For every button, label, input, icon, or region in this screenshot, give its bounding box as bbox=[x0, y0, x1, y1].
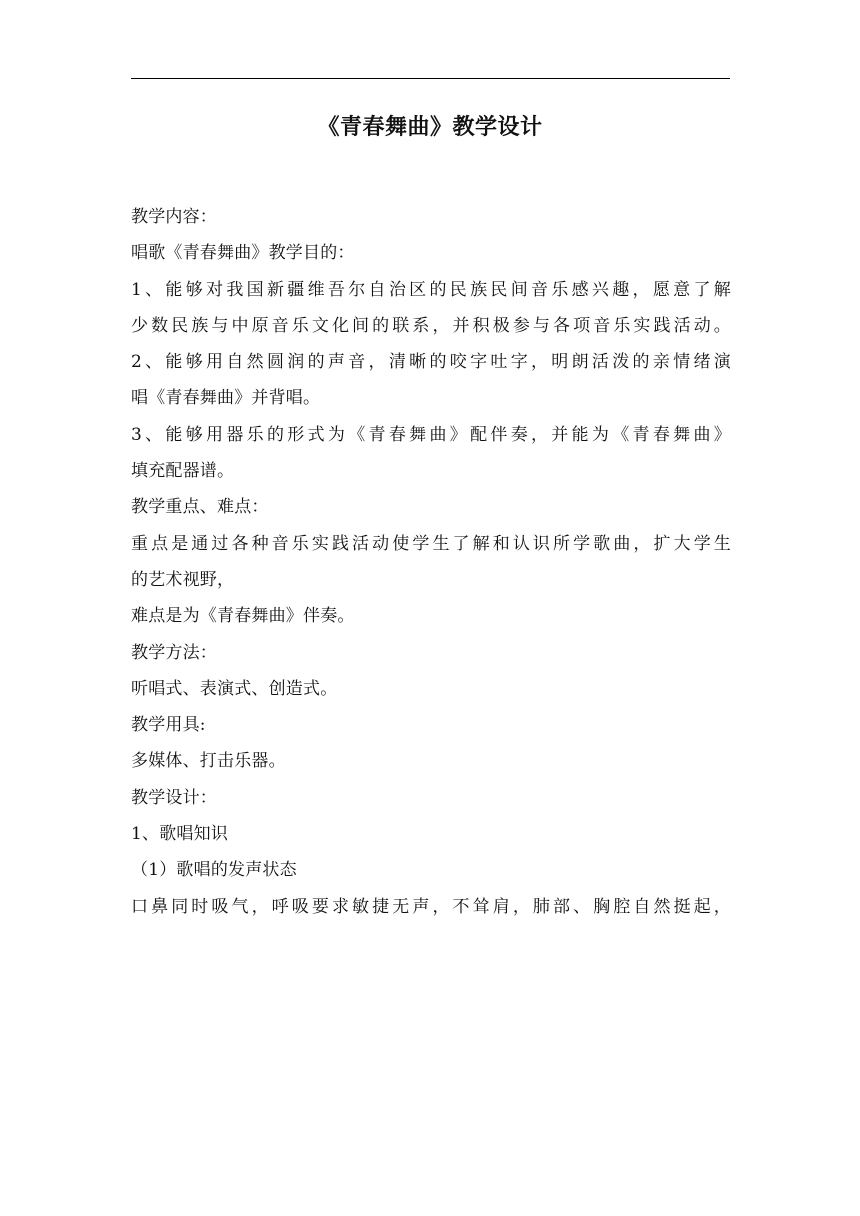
header-rule bbox=[131, 78, 730, 79]
paragraph-line: 1、歌唱知识 bbox=[131, 824, 229, 845]
paragraph-line: 口鼻同时吸气，呼吸要求敏捷无声，不耸肩，肺部、胸腔自然挺起， bbox=[131, 896, 731, 917]
paragraph-line: 1、能够对我国新疆维吾尔自治区的民族民间音乐感兴趣，愿意了解 bbox=[131, 279, 731, 300]
document-body bbox=[131, 199, 731, 925]
paragraph-line: 唱歌《青春舞曲》教学目的： bbox=[131, 243, 355, 264]
paragraph-line: 教学重点、难点： bbox=[131, 497, 269, 518]
paragraph-line: 填充配器谱。 bbox=[131, 461, 235, 482]
paragraph-line: 教学用具: bbox=[131, 715, 206, 736]
paragraph-line: 难点是为《青春舞曲》伴奏。 bbox=[131, 606, 355, 627]
paragraph-line: 教学设计： bbox=[131, 787, 217, 808]
paragraph-line: 的艺术视野， bbox=[131, 569, 235, 590]
paragraph-line: 3、能够用器乐的形式为《青春舞曲》配伴奏，并能为《青春舞曲》 bbox=[131, 424, 731, 445]
paragraph-line: 少数民族与中原音乐文化间的联系，并积极参与各项音乐实践活动。 bbox=[131, 315, 731, 336]
paragraph-line: 多媒体、打击乐器。 bbox=[131, 751, 286, 772]
paragraph-line: 教学内容： bbox=[131, 207, 217, 227]
document-title: 《青春舞曲》教学设计 bbox=[317, 115, 543, 140]
paragraph-line: 重点是通过各种音乐实践活动使学生了解和认识所学歌曲，扩大学生 bbox=[131, 533, 731, 554]
paragraph-line: 听唱式、表演式、创造式。 bbox=[131, 678, 338, 699]
paragraph-line: 唱《青春舞曲》并背唱。 bbox=[131, 388, 321, 409]
paragraph-line: （1）歌唱的发声状态 bbox=[131, 860, 297, 881]
paragraph-line: 2、能够用自然圆润的声音，清晰的咬字吐字，明朗活泼的亲情绪演 bbox=[131, 352, 731, 373]
paragraph-line: 教学方法： bbox=[131, 642, 217, 663]
